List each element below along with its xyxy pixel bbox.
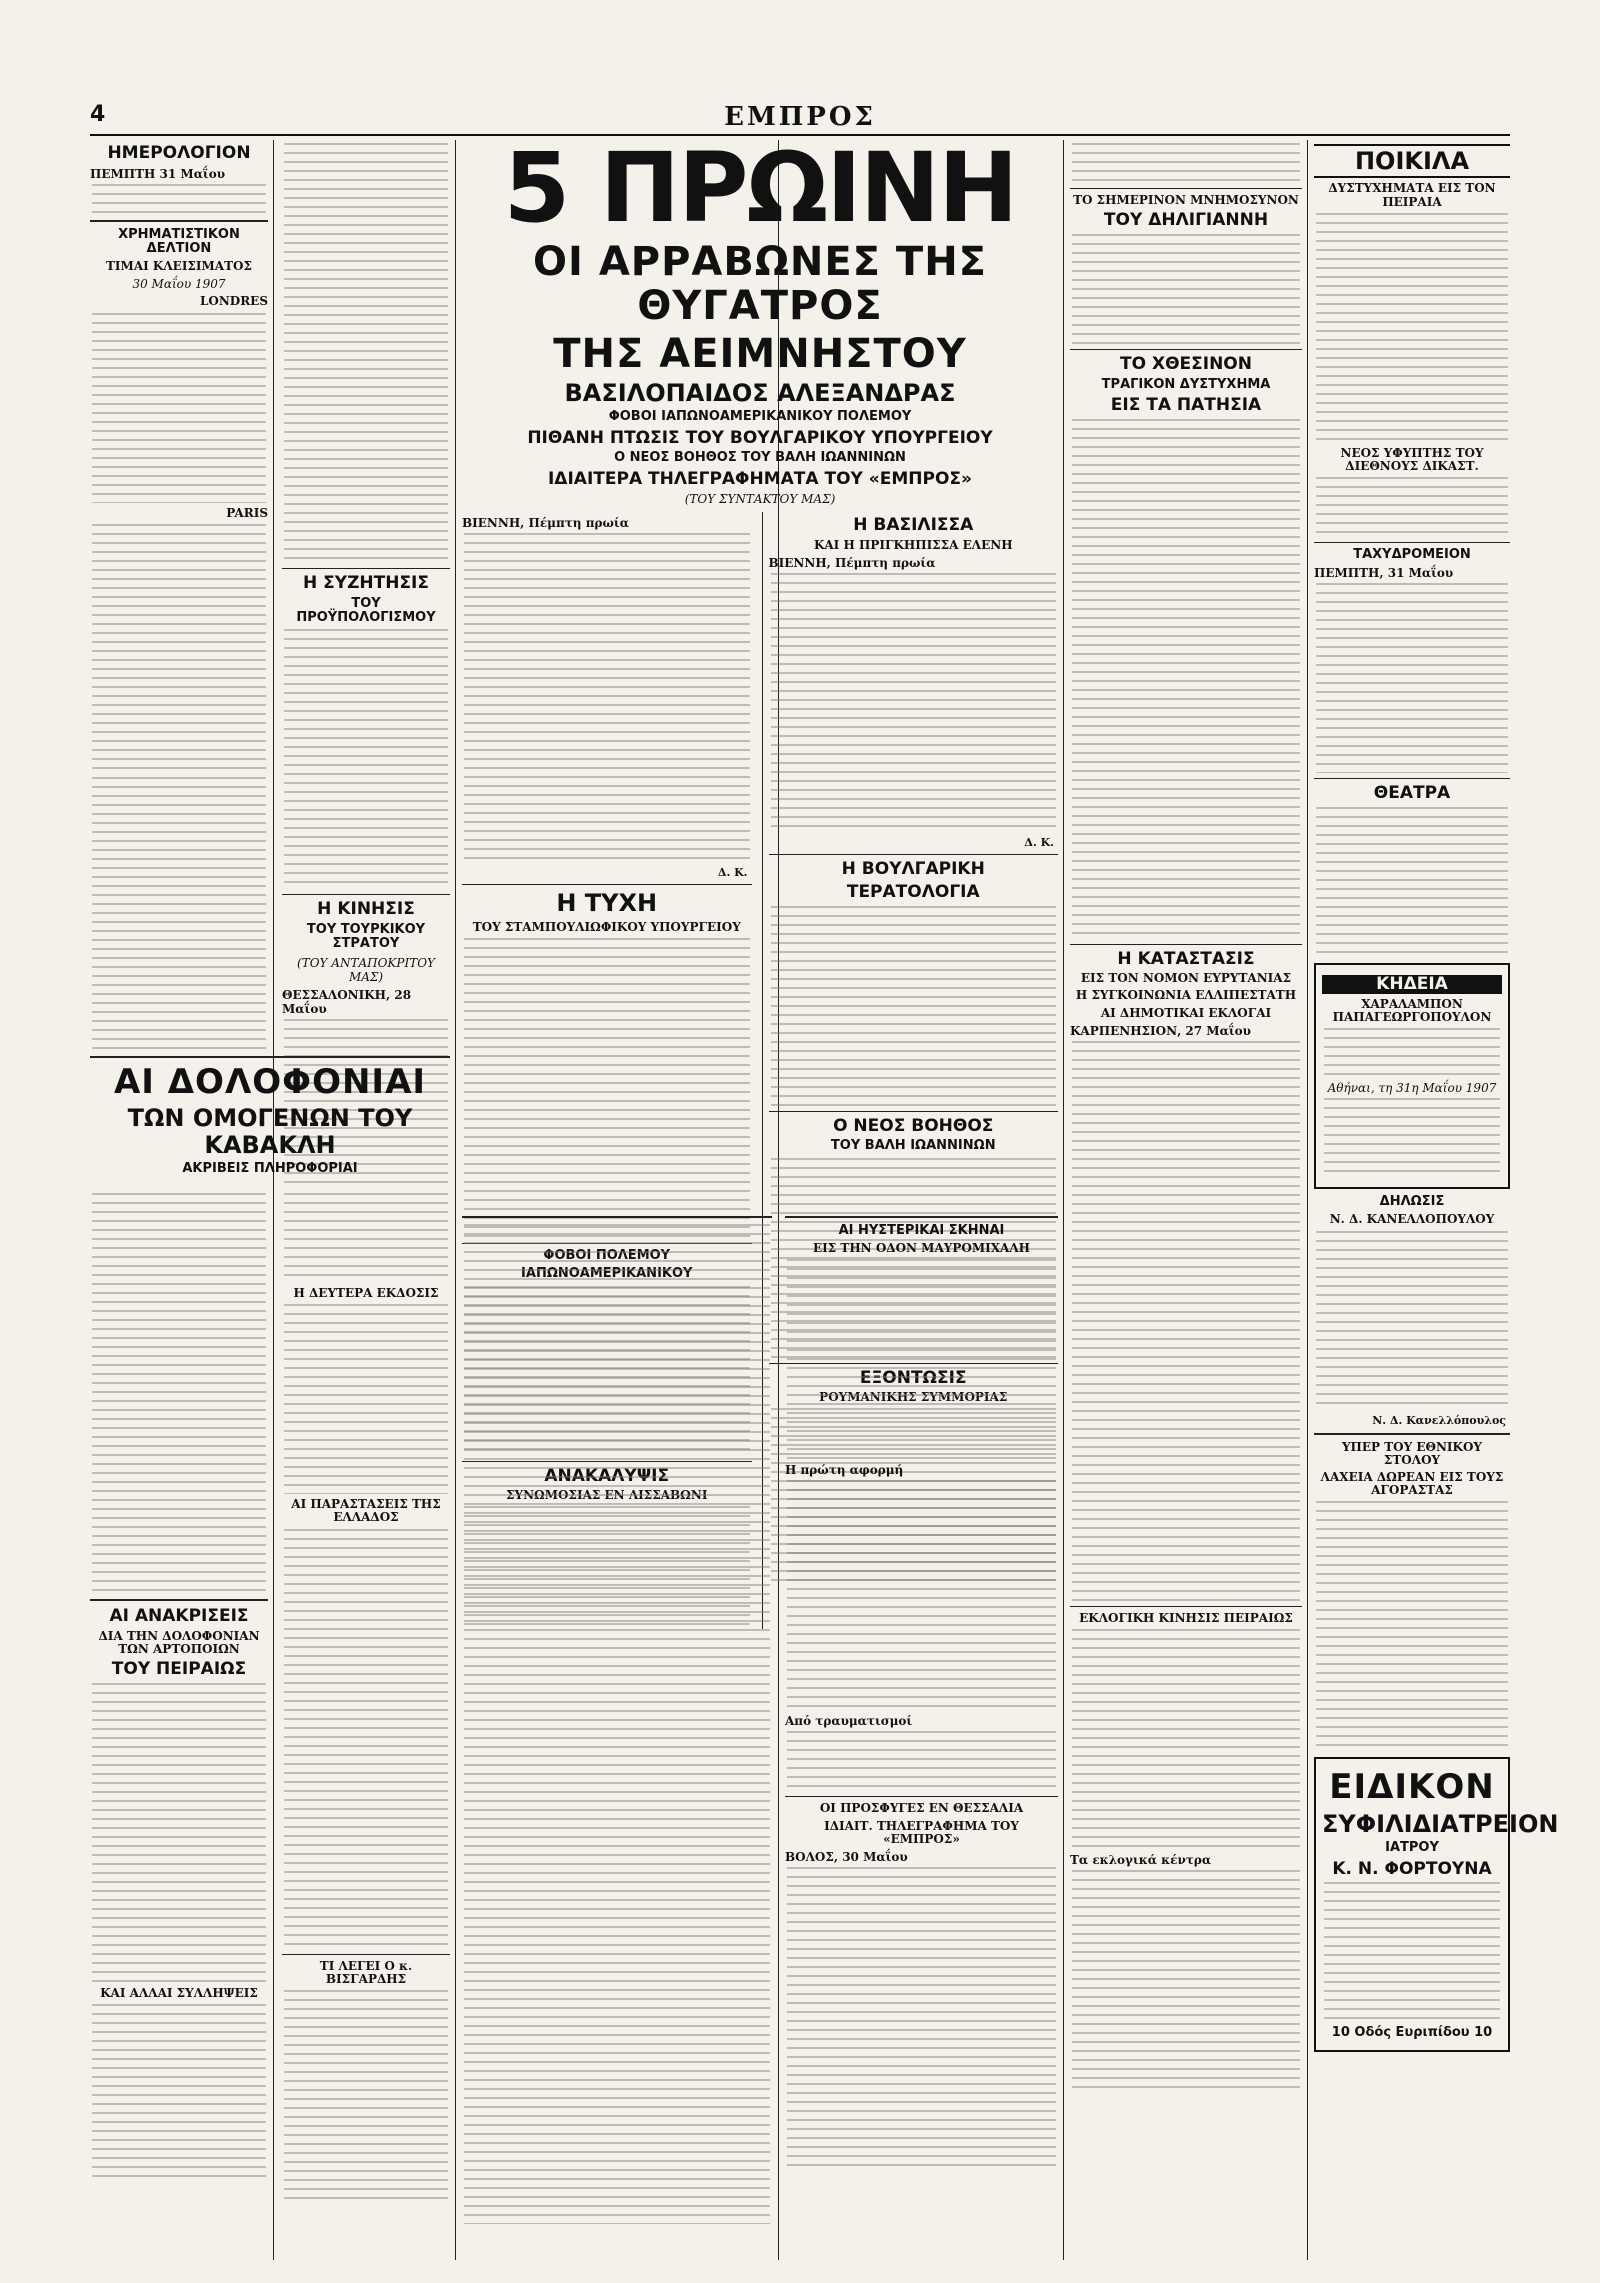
state-subheading: ΕΙΣ ΤΟΝ ΝΟΜΟΝ ΕΥΡΥΤΑΝΙΑΣ — [1080, 971, 1292, 986]
exchange-city: PARIS — [226, 505, 268, 520]
text-block — [1316, 1501, 1508, 1751]
first-cause: Η πρώτη αφορμή — [785, 1463, 904, 1478]
text-block — [1324, 1882, 1500, 2022]
headline-time: 5 ΠΡΩΙΝΗ — [503, 132, 1017, 244]
column-4-lower — [785, 1210, 1058, 2260]
text-block — [1316, 477, 1508, 537]
notice-name: Ν. Δ. ΚΑΝΕΛΛΟΠΟΥΛΟΥ — [1329, 1212, 1495, 1227]
scenes-heading: ΑΙ ΗΥΣΤΕΡΙΚΑΙ ΣΚΗΝΑΙ — [838, 1223, 1005, 1238]
text-block — [284, 629, 448, 889]
deck-line: Ο ΝΕΟΣ ΒΟΗΘΟΣ ΤΟΥ ΒΑΛΗ ΙΩΑΝΝΙΝΩΝ — [614, 450, 906, 466]
thessaly-dateline: ΒΟΛΟΣ, 30 Μαΐου — [785, 1850, 908, 1865]
text-block — [1316, 583, 1508, 773]
text-block — [1072, 1041, 1300, 1601]
second-edition: Η ΔΕΥΤΕΡΑ ΕΚΔΟΣΙΣ — [293, 1286, 439, 1300]
bulgarian-subheading: ΤΕΡΑΤΟΛΟΓΙΑ — [846, 881, 980, 902]
text-block — [1324, 1028, 1500, 1078]
deck-line: ΦΟΒΟΙ ΙΑΠΩΝΟΑΜΕΡΙΚΑΝΙΚΟΥ ΠΟΛΕΜΟΥ — [608, 409, 912, 425]
accident-heading: ΔΥΣΤΥΧΗΜΑΤΑ ΕΙΣ ΤΟΝ ΠΕΙΡΑΙΑ — [1328, 181, 1496, 209]
funeral-heading: ΚΗΔΕΙΑ — [1322, 975, 1502, 994]
text-block — [284, 1304, 448, 1494]
assassinations-subtitle: ΤΩΝ ΟΜΟΓΕΝΩΝ ΤΟΥ ΚΑΒΑΚΛΗ — [127, 1104, 413, 1159]
funeral-name: ΧΑΡΑΛΑΜΠΟΝ ΠΑΠΑΓΕΩΡΓΟΠΟΥΛΟΝ — [1332, 996, 1492, 1024]
text-block — [1072, 1629, 1300, 1849]
column-rule — [1307, 140, 1308, 2260]
fortune-subheading: ΤΟΥ ΣΤΑΜΠΟΥΛΙΩΦΙΚΟΥ ΥΠΟΥΡΓΕΙΟΥ — [472, 919, 741, 934]
signature: Δ. Κ. — [1024, 836, 1054, 850]
text-block — [1072, 419, 1300, 939]
post-heading: ΤΑΧΥΔΡΟΜΕΙΟΝ — [1353, 547, 1471, 563]
clinic-address: 10 Οδός Ευριπίδου 10 — [1331, 2025, 1493, 2041]
army-heading: Η ΚΙΝΗΣΙΣ — [317, 899, 415, 920]
scenes-subheading: ΕΙΣ ΤΗΝ ΟΔΟΝ ΜΑΥΡΟΜΙΧΑΛΗ — [812, 1241, 1030, 1256]
queen-heading: Η ΒΑΣΙΛΙΣΣΑ — [853, 515, 974, 536]
memorial-subheading: ΤΟΥ ΔΗΛΙΓΙΑΝΝΗ — [1103, 210, 1269, 231]
text-block — [1072, 1870, 1300, 2090]
expulsions-subheading: ΡΟΥΜΑΝΙΚΗΣ ΣΥΜΜΟΡΙΑΣ — [819, 1390, 1008, 1405]
deck-line: ΠΙΘΑΝΗ ΠΤΩΣΙΣ ΤΟΥ ΒΟΥΛΓΑΡΙΚΟΥ ΥΠΟΥΡΓΕΙΟΥ — [527, 427, 993, 448]
text-block — [787, 1259, 1056, 1459]
page-number: 4 — [90, 102, 106, 127]
text-block — [1316, 213, 1508, 443]
memorial-heading: ΤΟ ΣΗΜΕΡΙΝΟΝ ΜΝΗΜΟΣΥΝΟΝ — [1073, 193, 1299, 207]
notice-heading: ΔΗΛΩΣΙΣ — [1379, 1194, 1445, 1210]
text-block — [92, 777, 266, 1057]
funeral-date: Αθήναι, τη 31η Μαΐου 1907 — [1327, 1081, 1497, 1096]
text-block — [1324, 1098, 1500, 1178]
army-subheading: ΤΟΥ ΤΟΥΡΚΙΚΟΥ ΣΤΡΑΤΟΥ — [306, 921, 426, 952]
text-block — [464, 938, 750, 1238]
clinic-advertisement — [1314, 1757, 1559, 2052]
war-fear-subheading: ΙΑΠΩΝΟΑΜΕΡΙΚΑΝΙΚΟΥ — [521, 1266, 693, 1282]
thessaly-byline: ΙΔΙΑΙΤ. ΤΗΛΕΓΡΑΦΗΜΑ ΤΟΥ «ΕΜΠΡΟΣ» — [824, 1818, 1019, 1846]
deputy-heading: Ο ΝΕΟΣ ΒΟΗΘΟΣ — [833, 1115, 994, 1136]
exchange-subheading: ΤΙΜΑΙ ΚΛΕΙΣΙΜΑΤΟΣ — [106, 259, 252, 274]
exchange-heading: ΧΡΗΜΑΤΙΣΤΙΚΟΝ ΔΕΛΤΙΟΝ — [118, 226, 240, 256]
dateline: ΒΙΕΝΝΗ, Πέμπτη πρωία — [462, 516, 629, 531]
deputy-subheading: ΤΟΥ ΒΑΛΗ ΙΩΑΝΝΙΝΩΝ — [830, 1138, 996, 1154]
accident-place: ΕΙΣ ΤΑ ΠΑΤΗΣΙΑ — [1110, 394, 1262, 415]
assassinations-headline — [90, 1050, 450, 1177]
text-block — [284, 1990, 448, 2200]
text-block — [1072, 234, 1300, 344]
exchange-city: LONDRES — [199, 294, 268, 309]
text-block — [1316, 1231, 1508, 1411]
text-block — [92, 184, 266, 214]
clinic-title: ΣΥΦΙΛΙΔΙΑΤΡΕΙΟΝ — [1322, 1809, 1559, 1838]
elections-dateline: ΚΑΡΠΕΝΗΣΙΟΝ, 27 Μαΐου — [1070, 1023, 1251, 1038]
headline-second: ΤΗΣ ΑΕΙΜΝΗΣΤΟΥ — [553, 331, 967, 377]
column-rule — [1063, 140, 1064, 2260]
discovery-subheading: ΣΥΝΩΜΟΣΙΑΣ ΕΝ ΛΙΣΣΑΒΩΝΙ — [506, 1488, 708, 1503]
arrests-heading: ΑΙ ΑΝΑΚΡΙΣΕΙΣ — [109, 1606, 249, 1626]
center-byline: (ΤΟΥ ΣΥΝΤΑΚΤΟΥ ΜΑΣ) — [684, 492, 836, 507]
clinic-name: Κ. Ν. ΦΟΡΤΟΥΝΑ — [1332, 1858, 1492, 1879]
bulgarian-heading: Η ΒΟΥΛΓΑΡΙΚΗ — [841, 859, 985, 880]
calendar-heading: ΗΜΕΡΟΛΟΓΙΟΝ — [107, 143, 251, 163]
text-block — [92, 1193, 266, 1593]
column-6 — [1070, 140, 1302, 2260]
expulsions-heading: ΕΞΟΝΤΩΣΙΣ — [859, 1367, 967, 1388]
state-heading: Η ΚΑΤΑΣΤΑΣΙΣ — [1117, 948, 1255, 969]
assassinations-title: ΑΙ ΔΟΛΟΦΟΝΙΑΙ — [113, 1062, 427, 1102]
text-block — [1316, 807, 1508, 957]
headline-main: ΟΙ ΑΡΡΑΒΩΝΕΣ ΤΗΣ ΘΥΓΑΤΡΟΣ — [533, 239, 987, 329]
column-7 — [1314, 140, 1559, 2260]
exchange-date: 30 Μαΐου 1907 — [132, 277, 226, 292]
army-byline: (ΤΟΥ ΑΝΤΑΠΟΚΡΙΤΟΥ ΜΑΣ) — [297, 955, 435, 984]
text-block — [771, 906, 1057, 1106]
text-block — [284, 143, 448, 563]
exchange-table — [92, 313, 266, 503]
column-3-lower — [462, 1210, 772, 2260]
elections-heading: ΑΙ ΔΗΜΟΤΙΚΑΙ ΕΚΛΟΓΑΙ — [1100, 1005, 1272, 1020]
army-dateline: ΘΕΣΣΑΛΟΝΙΚΗ, 28 Μαΐου — [282, 987, 412, 1016]
text-block — [787, 1480, 1056, 1710]
traffic-heading: Η ΣΥΓΚΟΙΝΩΝΙΑ ΕΛΛΙΠΕΣΤΑΤΗ — [1075, 988, 1297, 1003]
discovery-heading: ΑΝΑΚΑΛΥΨΙΣ — [544, 1465, 670, 1486]
calendar-line: ΠΕΜΠΤΗ 31 Μαΐου — [90, 166, 226, 181]
text-block — [787, 1731, 1056, 1791]
queen-subheading: ΚΑΙ Η ΠΡΙΓΚΗΠΙΣΣΑ ΕΛΕΝΗ — [813, 538, 1013, 553]
exchange-table — [92, 524, 266, 774]
clinic-title: ΙΑΤΡΟΥ — [1385, 1840, 1439, 1856]
attack: Από τραυματισμοί — [785, 1714, 913, 1729]
war-fear-heading: ΦΟΒΟΙ ΠΟΛΕΜΟΥ — [543, 1247, 671, 1263]
notice-signature: Ν. Δ. Κανελλόπουλος — [1372, 1413, 1506, 1427]
column-rule — [455, 140, 456, 2260]
fortune-heading: Η ΤΥΧΗ — [556, 889, 658, 918]
centers-heading: Τα εκλογικά κέντρα — [1070, 1852, 1212, 1867]
bisgardis-heading: ΤΙ ΛΕΓΕΙ Ο κ. ΒΙΣΓΑΡΔΗΣ — [319, 1958, 413, 1986]
budget-subheading: ΤΟΥ ΠΡΟΫΠΟΛΟΓΙΣΜΟΥ — [296, 595, 436, 625]
text-block — [464, 1224, 770, 2224]
text-block — [92, 2004, 266, 2184]
arrests-more: ΚΑΙ ΑΛΛΑΙ ΣΥΛΛΗΨΕΙΣ — [100, 1985, 258, 2000]
piraeus-heading: ΕΚΛΟΓΙΚΗ ΚΙΝΗΣΙΣ ΠΕΙΡΑΙΩΣ — [1079, 1610, 1293, 1625]
text-block — [464, 533, 750, 863]
dateline: ΒΙΕΝΝΗ, Πέμπτη πρωία — [768, 556, 936, 571]
text-block — [284, 1193, 448, 1283]
budget-heading: Η ΣΥΖΗΤΗΣΙΣ — [303, 573, 429, 593]
column-1-lower — [90, 1190, 268, 2260]
section-heading: ΠΟΙΚΙΛΑ — [1314, 144, 1510, 178]
masthead-title: ΕΜΠΡΟΣ — [724, 102, 876, 132]
text-block — [1072, 143, 1300, 183]
arrests-place: ΤΟΥ ΠΕΙΡΑΙΩΣ — [111, 1659, 247, 1680]
accident-heading: ΤΟ ΧΘΕΣΙΝΟΝ — [1120, 353, 1252, 374]
fleet-heading: ΥΠΕΡ ΤΟΥ ΕΘΝΙΚΟΥ ΣΤΟΛΟΥ — [1341, 1439, 1482, 1467]
masthead — [90, 100, 1510, 136]
text-block — [284, 1529, 448, 1949]
headline-third: ΒΑΣΙΛΟΠΑΙΔΟΣ ΑΛΕΞΑΝΔΡΑΣ — [564, 379, 956, 407]
text-block — [771, 573, 1057, 833]
complaints-heading: ΑΙ ΠΑΡΑΣΤΑΣΕΙΣ ΤΗΣ ΕΛΛΑΔΟΣ — [291, 1497, 441, 1525]
text-block — [787, 1867, 1056, 2167]
vp-heading: ΝΕΟΣ ΥΦΥΠΤΗΣ ΤΟΥ ΔΙΕΘΝΟΥΣ ΔΙΚΑΣΤ. — [1340, 445, 1484, 473]
text-block — [92, 1683, 266, 1983]
accident-subheading: ΤΡΑΓΙΚΟΝ ΔΥΣΤΥΧΗΜΑ — [1101, 376, 1271, 392]
theatre-heading: ΘΕΑΤΡΑ — [1373, 783, 1451, 804]
funeral-notice — [1314, 963, 1510, 1189]
clinic-title: ΕΙΔΙΚΟΝ — [1329, 1767, 1495, 1808]
column-rule — [273, 140, 274, 2260]
column-2-lower — [282, 1190, 450, 2260]
thessaly-heading: ΟΙ ΠΡΟΣΦΥΓΕΣ ΕΝ ΘΕΣΣΑΛΙΑ — [819, 1801, 1024, 1816]
assassinations-kicker: ΑΚΡΙΒΕΙΣ ΠΛΗΡΟΦΟΡΙΑΙ — [182, 1161, 358, 1177]
deck-line: ΙΔΙΑΙΤΕΡΑ ΤΗΛΕΓΡΑΦΗΜΑΤΑ ΤΟΥ «ΕΜΠΡΟΣ» — [547, 468, 973, 489]
arrests-subheading: ΔΙΑ ΤΗΝ ΔΟΛΟΦΟΝΙΑΝ ΤΩΝ ΑΡΤΟΠΟΙΩΝ — [98, 1628, 260, 1656]
fleet-subheading: ΛΑΧΕΙΑ ΔΩΡΕΑΝ ΕΙΣ ΤΟΥΣ ΑΓΟΡΑΣΤΑΣ — [1320, 1470, 1504, 1498]
signature: Δ. Κ. — [717, 866, 748, 880]
post-day: ΠΕΜΠΤΗ, 31 Μαΐου — [1314, 566, 1454, 581]
